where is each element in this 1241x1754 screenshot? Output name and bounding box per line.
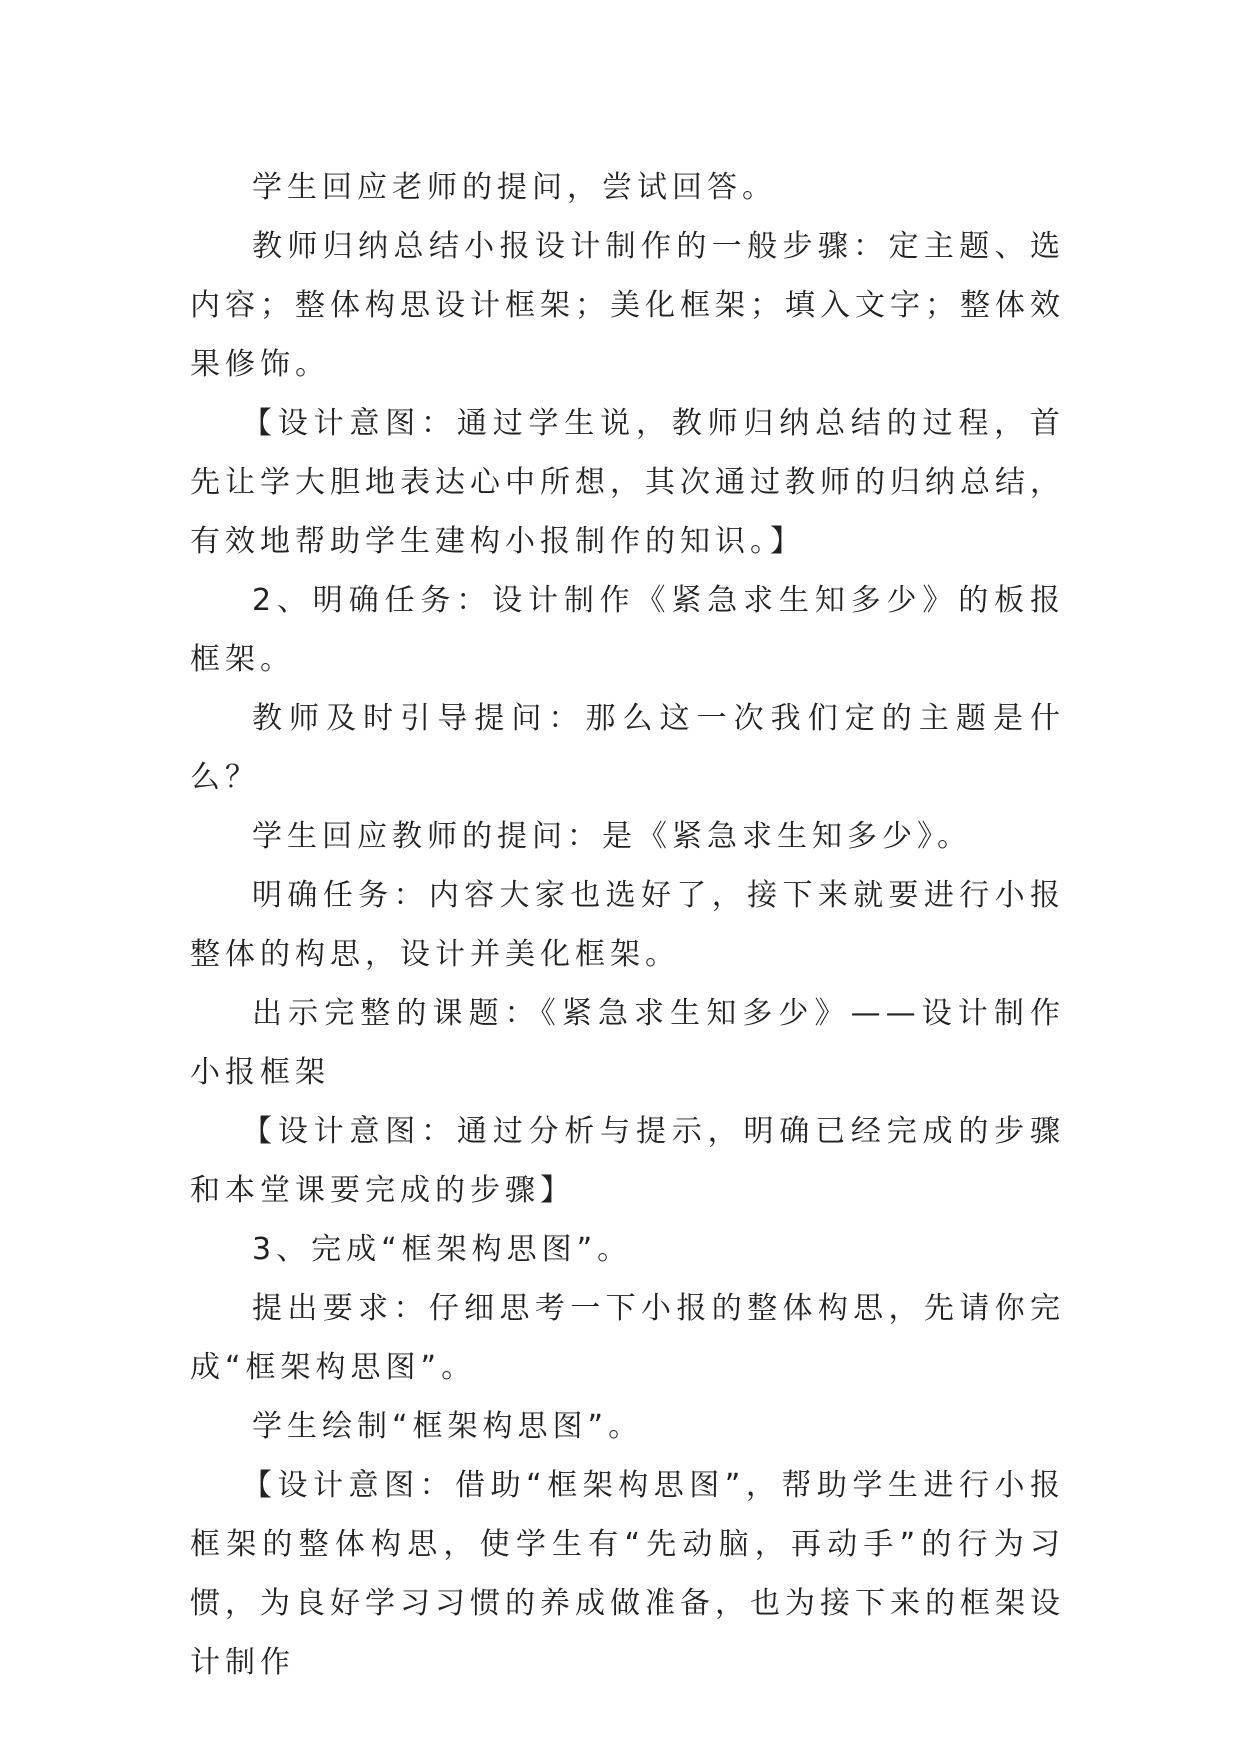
paragraph-student-answer: 学生回应教师的提问：是《紧急求生知多少》。 <box>252 819 972 854</box>
paragraph-teacher-summary: 教师归纳总结小报设计制作的一般步骤：定主题、选内容；整体构思设计框架；美化框架；填入文字；整体效果修饰。 <box>190 229 1065 382</box>
document-body <box>190 158 1065 1692</box>
paragraph-student-response: 学生回应老师的提问，尝试回答。 <box>252 170 777 205</box>
paragraph-full-topic: 出示完整的课题：《紧急求生知多少》——设计制作小报框架 <box>190 996 1065 1090</box>
paragraph-clarify-task: 明确任务：内容大家也选好了，接下来就要进行小报整体的构思，设计并美化框架。 <box>190 878 1065 972</box>
paragraph-design-intent-2: 【设计意图：通过分析与提示，明确已经完成的步骤和本堂课要完成的步骤】 <box>190 1114 1065 1208</box>
paragraph-design-intent-1: 【设计意图：通过学生说，教师归纳总结的过程，首先让学大胆地表达心中所想，其次通过教师的归纳总结，有效地帮助学生建构小报制作的知识。】 <box>190 406 1065 559</box>
paragraph-task-2: 2、明确任务：设计制作《紧急求生知多少》的板报框架。 <box>190 583 1065 677</box>
paragraph-teacher-question: 教师及时引导提问：那么这一次我们定的主题是什么？ <box>190 701 1065 795</box>
paragraph-student-draw: 学生绘制“框架构思图”。 <box>252 1409 644 1444</box>
paragraph-design-intent-3: 【设计意图：借助“框架构思图”，帮助学生进行小报框架的整体构思，使学生有“先动脑，再动手”的行为习惯，为良好学习习惯的养成做准备，也为接下来的框架设计制作 <box>190 1468 1065 1680</box>
paragraph-requirement: 提出要求：仔细思考一下小报的整体构思，先请你完成“框架构思图”。 <box>190 1291 1065 1385</box>
paragraph-task-3: 3、完成“框架构思图”。 <box>252 1232 633 1267</box>
